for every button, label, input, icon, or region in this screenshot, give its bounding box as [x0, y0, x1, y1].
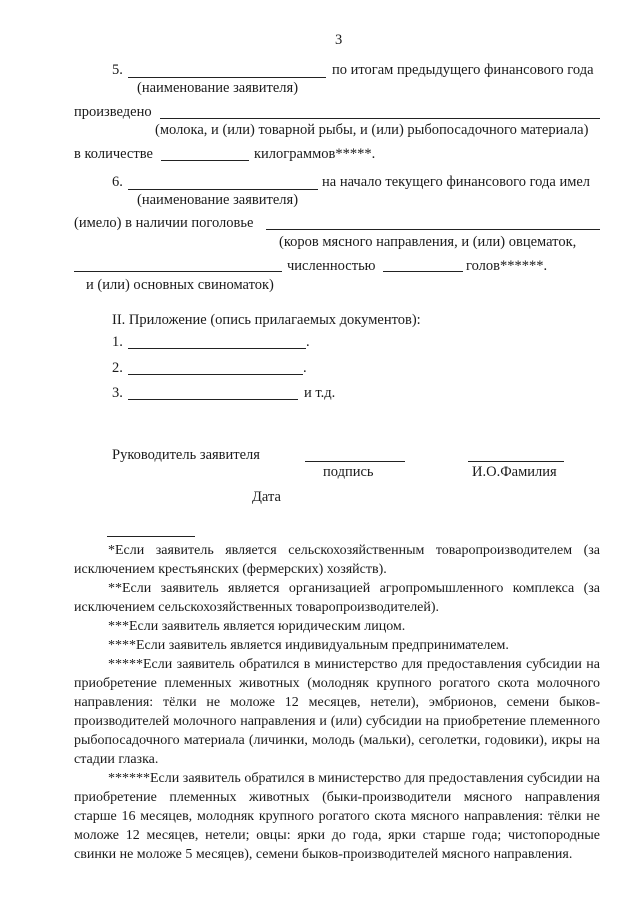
appendix-item-1-line [128, 348, 306, 349]
item6-after-line-text: на начало текущего финансового года имел [322, 174, 591, 190]
item5-number: 5. [112, 62, 123, 78]
footnote-separator [107, 536, 195, 537]
footnote-2: **Если заявитель является организацией агропромышленного комплекса (за исключением сельскохозяйственных товаропроизводителей). [74, 581, 600, 615]
item5-applicant-line [128, 77, 326, 78]
item5-amount-label: в количестве [74, 146, 153, 162]
item6-herd-hint-1: (коров мясного направления, и (или) овцематок, [279, 234, 577, 250]
item6-herd-line-2 [74, 271, 282, 272]
footnote-3: ***Если заявитель является юридическим лицом. [108, 619, 406, 634]
item5-products-line [160, 118, 600, 119]
signature-label: подпись [323, 464, 374, 480]
footnote-5: *****Если заявитель обратился в министерство для предоставления субсидии на приобретение племенных животных (молодняк крупного рогатого скота молочного направления: тёлки не моложе 12 месяцев, нетели), эмбрионов, семени быков-производителей молочного направления и (или) субсидии на приобретение племенного рыбопосадочного материала (личинки, молодь (мальки), сеголетки, годовики), икры на стадии глазка. [74, 657, 600, 767]
date-label: Дата [252, 489, 281, 505]
footnotes [74, 541, 600, 864]
item6-count-line [383, 271, 463, 272]
item5-products-hint: (молока, и (или) товарной рыбы, и (или) рыбопосадочного материала) [155, 122, 589, 138]
item6-herd-label: (имело) в наличии поголовье [74, 215, 254, 231]
head-label: Руководитель заявителя [112, 447, 260, 463]
item5-applicant-hint: (наименование заявителя) [137, 80, 299, 96]
item5-after-line-text: по итогам предыдущего финансового года [332, 62, 594, 78]
appendix-item-2-dot: . [303, 360, 307, 376]
appendix-item-2-line [128, 374, 303, 375]
item6-applicant-hint: (наименование заявителя) [137, 192, 299, 208]
footnote-4: ****Если заявитель является индивидуальным предпринимателем. [108, 638, 509, 653]
name-label: И.О.Фамилия [472, 464, 557, 480]
item6-count-label: численностью [287, 258, 376, 274]
footnote-1: *Если заявитель является сельскохозяйственным товаропроизводителем (за исключением крестьянских (фермерских) хозяйств). [74, 543, 600, 577]
signature-line [305, 461, 405, 462]
footnote-6: ******Если заявитель обратился в министерство для предоставления субсидии на приобретение племенных животных (быки-производители мясного направления старше 16 месяцев, молодняк крупного рогатого скота мясного направления: тёлки не моложе 12 месяцев, нетели; овцы: ярки до года, ярки старше года; чистопородные свинки не моложе 5 месяцев), семени быков-производителей мясного направления. [74, 771, 600, 862]
appendix-item-1-number: 1. [112, 334, 123, 350]
appendix-etc: и т.д. [304, 385, 336, 401]
item6-heads-label: голов******. [466, 258, 548, 274]
item6-number: 6. [112, 174, 123, 190]
item5-kg-label: килограммов*****. [254, 146, 376, 162]
appendix-item-2-number: 2. [112, 360, 123, 376]
appendix-item-3-line [128, 399, 298, 400]
appendix-title: II. Приложение (опись прилагаемых документов): [112, 312, 421, 328]
item6-herd-hint-2: и (или) основных свиноматок) [86, 277, 274, 293]
appendix-item-3-number: 3. [112, 385, 123, 401]
page-number: 3 [335, 32, 343, 48]
name-line [468, 461, 564, 462]
item5-produced-label: произведено [74, 104, 152, 120]
item6-applicant-line [128, 189, 318, 190]
appendix-item-1-dot: . [306, 334, 310, 350]
item5-amount-line [161, 160, 249, 161]
item6-herd-line [266, 229, 600, 230]
